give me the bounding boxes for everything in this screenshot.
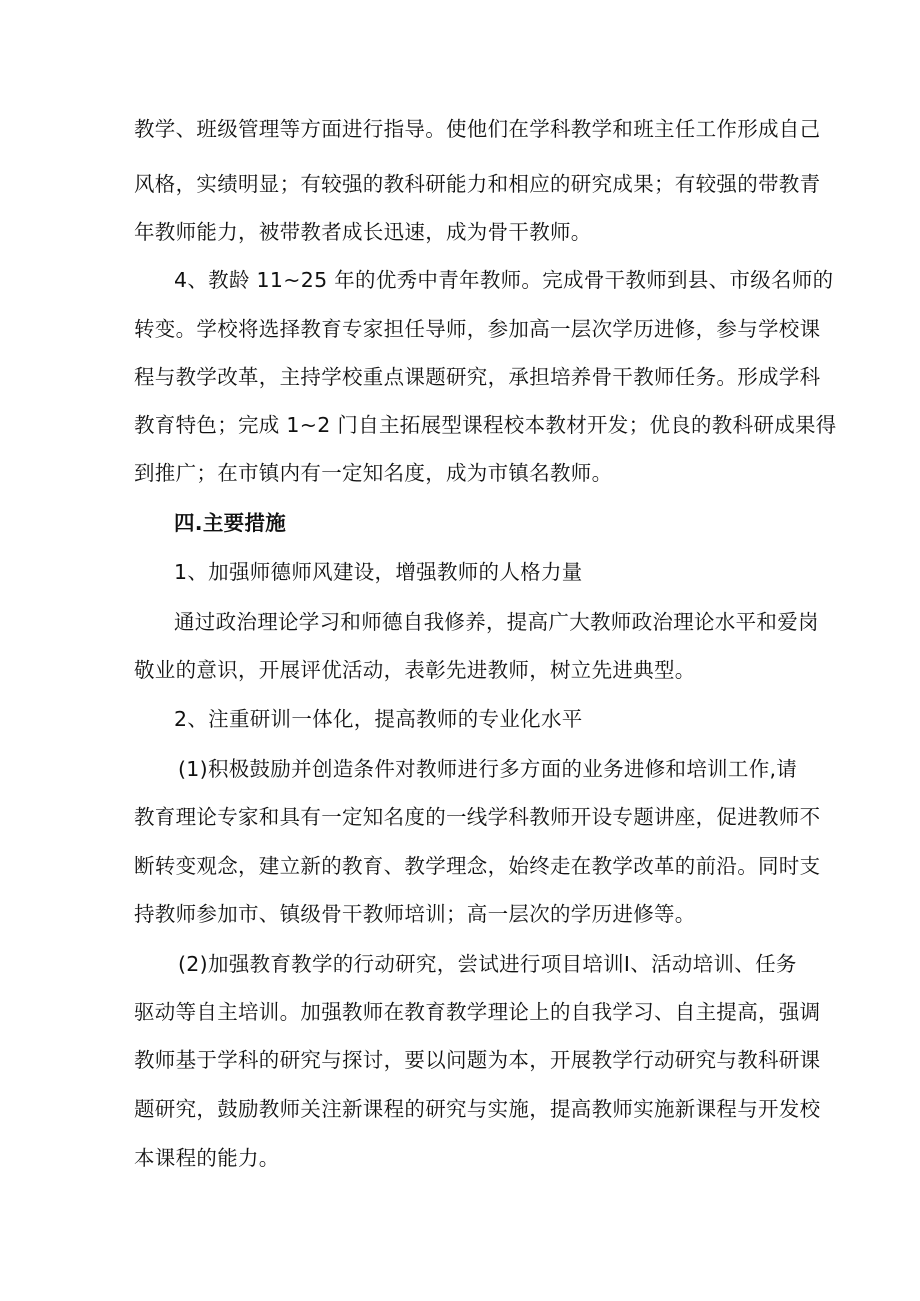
paragraph-line: 4、教龄 11~25 年的优秀中青年教师。完成骨干教师到县、市级名师的 bbox=[174, 268, 834, 292]
paragraph-line: 断转变观念，建立新的教育、教学理念，始终走在教学改革的前沿。同时支 bbox=[134, 854, 821, 878]
paragraph-line: 通过政治理论学习和师德自我修养，提高广大教师政治理论水平和爱岗 bbox=[174, 610, 819, 634]
subheading-line: 1、加强师德师风建设，增强教师的人格力量 bbox=[174, 560, 583, 584]
paragraph-line: 程与教学改革，主持学校重点课题研究，承担培养骨干教师任务。形成学科 bbox=[134, 365, 821, 389]
paragraph-line: 风格，实绩明显；有较强的教科研能力和相应的研究成果；有较强的带教青 bbox=[134, 172, 821, 196]
paragraph-line: 驱动等自主培训。加强教师在教育教学理论上的自我学习、自主提高，强调 bbox=[134, 1000, 821, 1024]
paragraph-line: (2)加强教育教学的行动研究，尝试进行项目培训Ⅰ、活动培训、任务 bbox=[178, 952, 797, 976]
paragraph-line: 持教师参加市、镇级骨干教师培训；高一层次的学历进修等。 bbox=[134, 902, 696, 926]
paragraph-line: (1)积极鼓励并创造条件对教师进行多方面的业务进修和培训工作,请 bbox=[178, 757, 798, 781]
paragraph-line: 转变。学校将选择教育专家担任导师，参加高一层次学历进修，参与学校课 bbox=[134, 317, 821, 341]
section-heading: 四.主要措施 bbox=[174, 511, 287, 535]
paragraph-line: 教师基于学科的研究与探讨，要以问题为本，开展教学行动研究与教科研课 bbox=[134, 1048, 821, 1072]
paragraph-line: 敬业的意识，开展评优活动，表彰先进教师，树立先进典型。 bbox=[134, 658, 696, 682]
paragraph-line: 本课程的能力。 bbox=[134, 1146, 280, 1170]
paragraph-line: 教育理论专家和具有一定知名度的一线学科教师开设专题讲座，促进教师不 bbox=[134, 805, 821, 829]
paragraph-line: 到推广；在市镇内有一定知名度，成为市镇名教师。 bbox=[134, 461, 613, 485]
subheading-line: 2、注重研训一体化，提高教师的专业化水平 bbox=[174, 707, 583, 731]
paragraph-line: 教育特色；完成 1~2 门自主拓展型课程校本教材开发；优良的教科研成果得 bbox=[134, 413, 837, 437]
paragraph-line: 教学、班级管理等方面进行指导。使他们在学科教学和班主任工作形成自己 bbox=[134, 117, 821, 141]
paragraph-line: 年教师能力，被带教者成长迅速，成为骨干教师。 bbox=[134, 220, 592, 244]
paragraph-line: 题研究，鼓励教师关注新课程的研究与实施，提高教师实施新课程与开发校 bbox=[134, 1097, 821, 1121]
